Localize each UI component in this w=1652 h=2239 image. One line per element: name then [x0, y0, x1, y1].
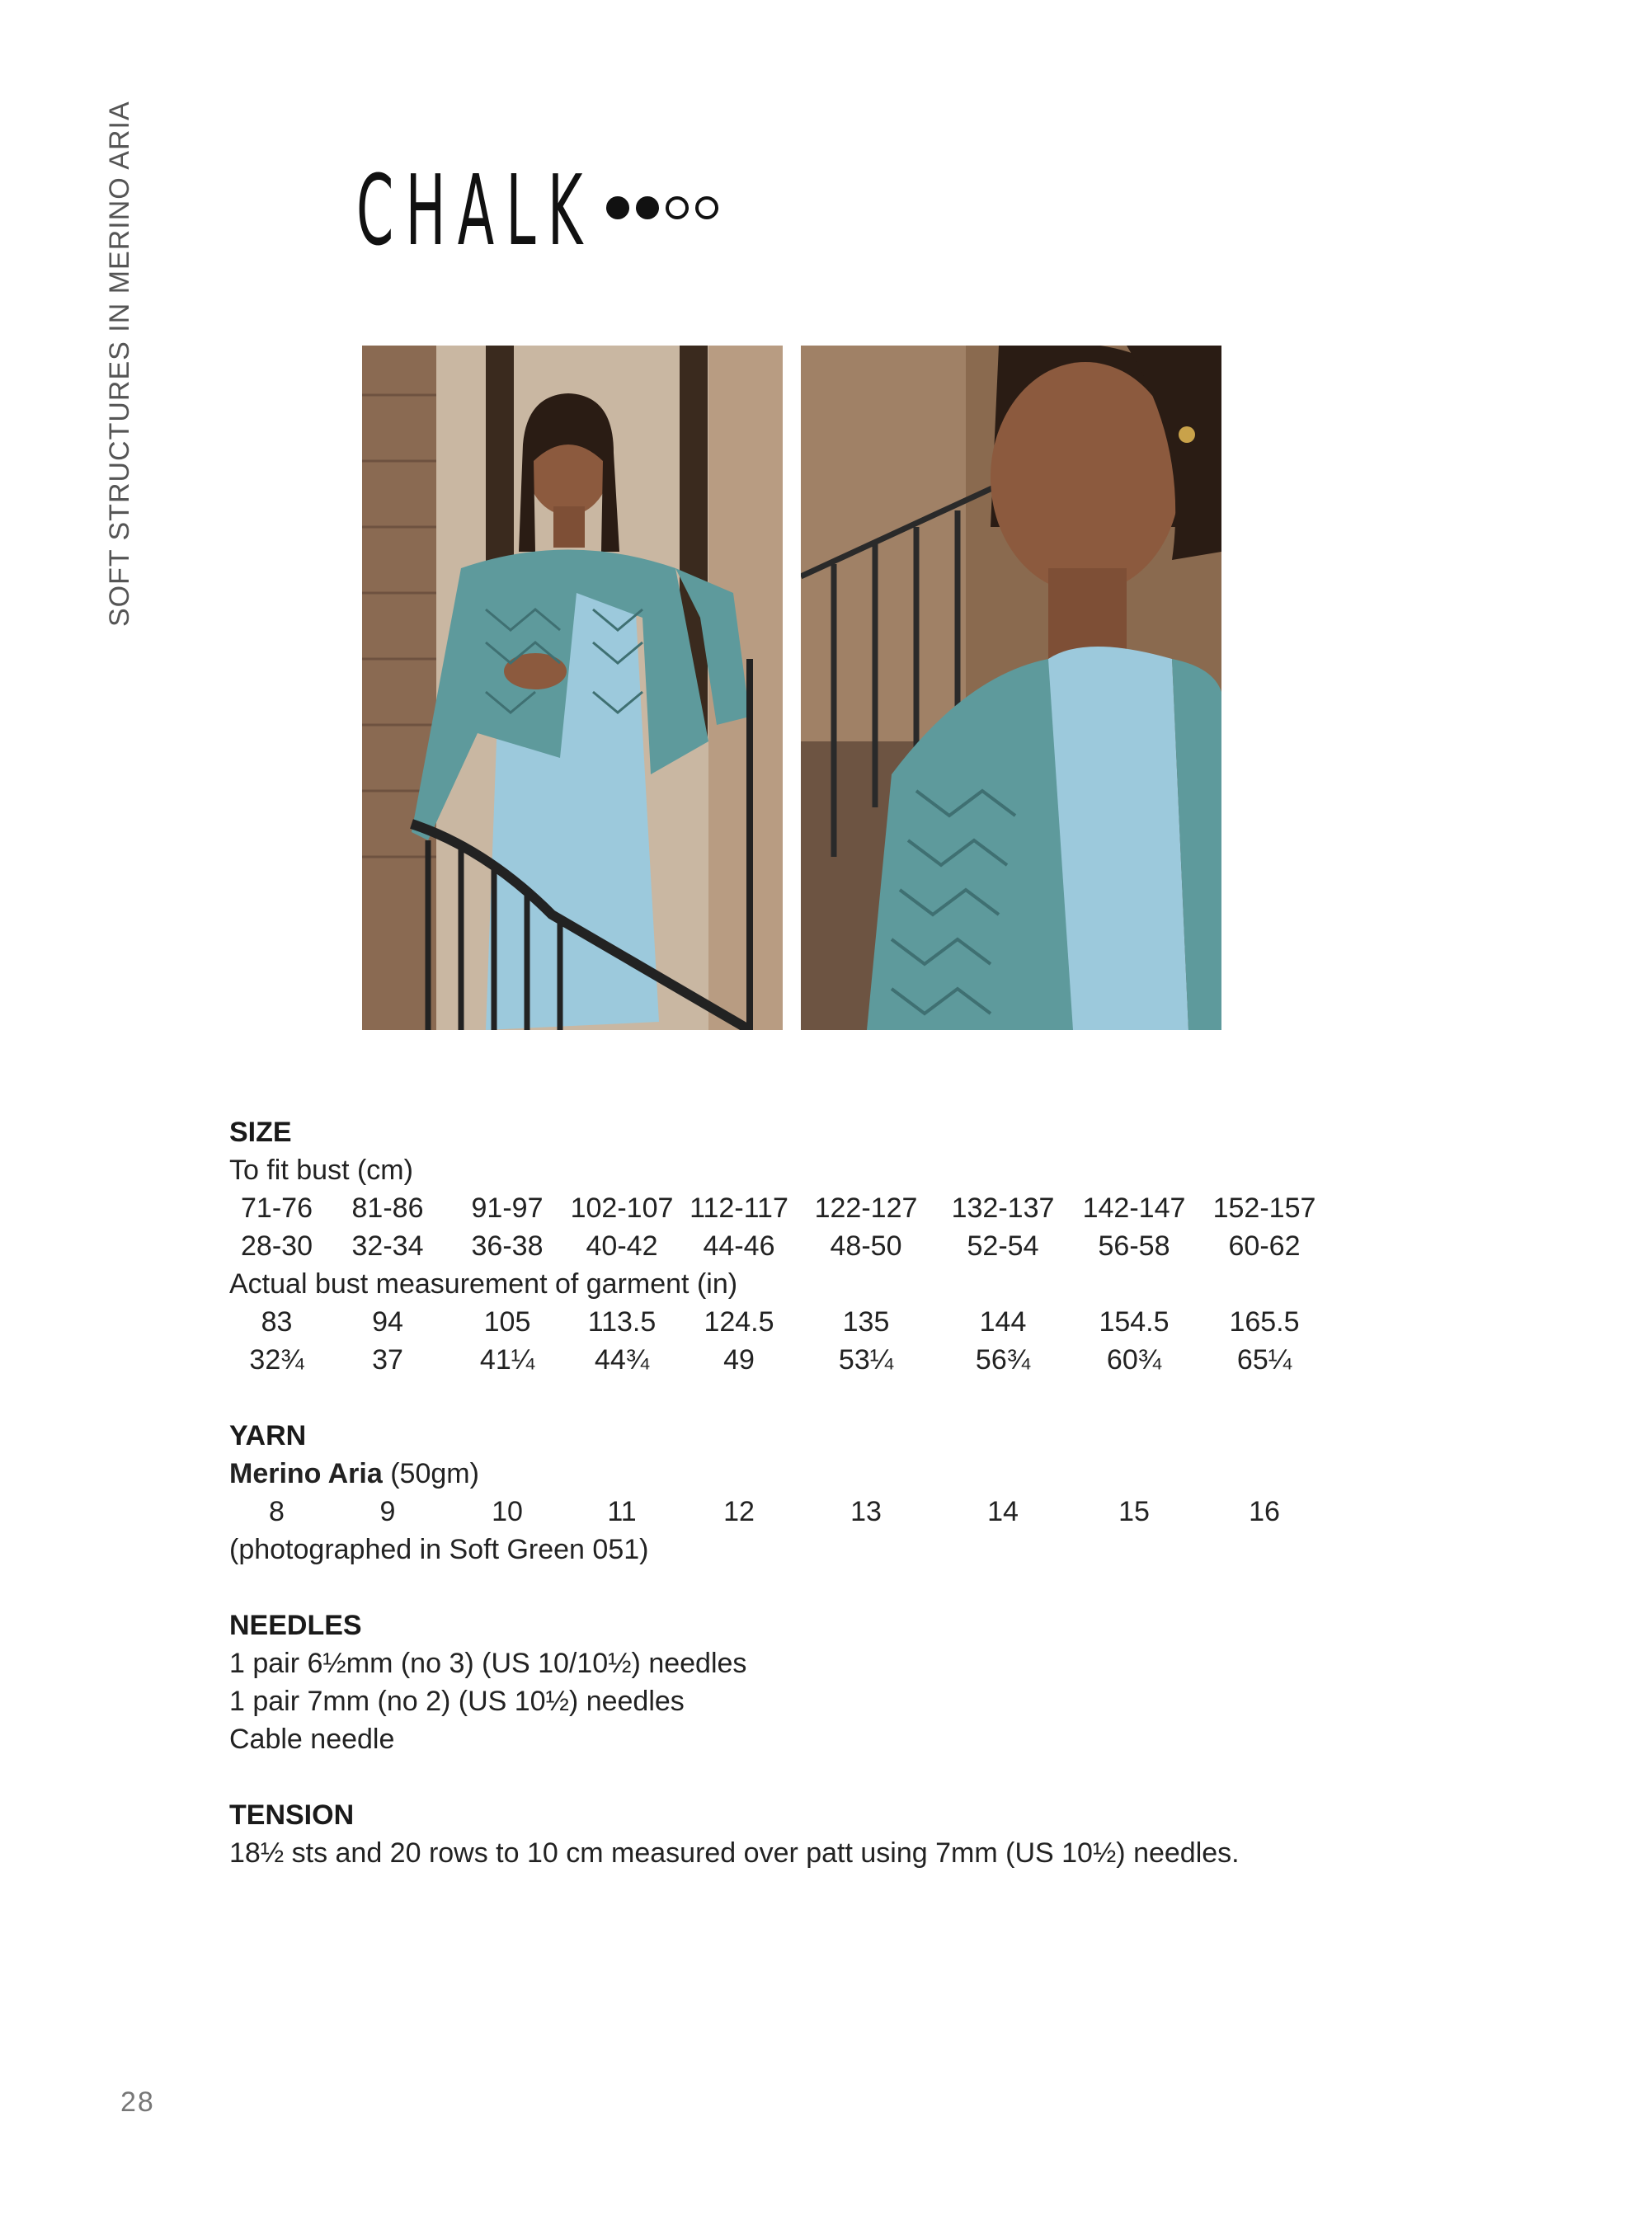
size-cell: 36-38	[471, 1230, 544, 1262]
size-cell: 105	[483, 1306, 531, 1338]
yarn-colour-note: (photographed in Soft Green 051)	[229, 1534, 649, 1565]
fit-bust-in-row	[229, 1227, 1450, 1265]
model-full-length-photo	[362, 346, 783, 1030]
size-cell: 132-137	[951, 1192, 1055, 1224]
yarn-ball-count: 15	[1118, 1496, 1150, 1527]
yarn-ball-count: 8	[269, 1496, 285, 1527]
size-cell: 56¾	[975, 1344, 1031, 1376]
needle-item: 1 pair 7mm (no 2) (US 10½) needles	[229, 1686, 685, 1717]
model-close-up-photo	[801, 346, 1221, 1030]
difficulty-dot-empty-icon	[666, 196, 689, 219]
tension-heading: TENSION	[229, 1799, 355, 1831]
size-cell: 135	[842, 1306, 890, 1338]
actual-bust-label: Actual bust measurement of garment (in)	[229, 1268, 738, 1300]
difficulty-dot-empty-icon	[695, 196, 718, 219]
size-cell: 48-50	[830, 1230, 902, 1262]
size-cell: 122-127	[814, 1192, 918, 1224]
size-cell: 56-58	[1098, 1230, 1170, 1262]
size-cell: 144	[979, 1306, 1027, 1338]
section-spacer	[229, 1379, 1450, 1417]
actual-bust-in-row	[229, 1341, 1450, 1379]
size-cell: 91-97	[471, 1192, 544, 1224]
pattern-title-block	[356, 153, 789, 267]
size-cell: 124.5	[704, 1306, 774, 1338]
page-number: 28	[120, 2086, 155, 2118]
fit-bust-cm-row	[229, 1189, 1450, 1227]
yarn-ball-count: 16	[1249, 1496, 1280, 1527]
yarn-weight: (50gm)	[382, 1458, 479, 1489]
yarn-balls-row	[229, 1493, 1450, 1531]
size-cell: 102-107	[570, 1192, 674, 1224]
size-cell: 81-86	[351, 1192, 424, 1224]
yarn-ball-count: 13	[850, 1496, 882, 1527]
section-spacer	[229, 1758, 1450, 1796]
size-cell: 44¾	[594, 1344, 650, 1376]
section-spacer	[229, 1569, 1450, 1606]
size-cell: 112-117	[690, 1192, 788, 1224]
size-cell: 71-76	[241, 1192, 313, 1224]
tension-text: 18½ sts and 20 rows to 10 cm measured over patt using 7mm (US 10½) needles.	[229, 1837, 1240, 1869]
difficulty-rating	[606, 196, 718, 219]
yarn-ball-count: 12	[723, 1496, 755, 1527]
size-cell: 152-157	[1212, 1192, 1316, 1224]
size-cell: 154.5	[1099, 1306, 1170, 1338]
difficulty-dot-filled-icon	[606, 196, 629, 219]
yarn-ball-count: 9	[379, 1496, 396, 1527]
actual-bust-cm-row	[229, 1303, 1450, 1341]
fit-bust-label: To fit bust (cm)	[229, 1155, 413, 1186]
size-cell: 60¾	[1106, 1344, 1162, 1376]
size-cell: 37	[372, 1344, 403, 1376]
yarn-name-line	[229, 1455, 1450, 1493]
size-cell: 32¾	[249, 1344, 304, 1376]
needle-item: Cable needle	[229, 1724, 395, 1755]
size-cell: 83	[261, 1306, 293, 1338]
pattern-title: CHALK	[356, 153, 595, 267]
needle-item: 1 pair 6½mm (no 3) (US 10/10½) needles	[229, 1648, 747, 1679]
size-cell: 165.5	[1229, 1306, 1300, 1338]
size-cell: 142-147	[1082, 1192, 1186, 1224]
side-section-label: SOFT STRUCTURES IN MERINO ARIA	[104, 101, 135, 627]
size-cell: 60-62	[1228, 1230, 1301, 1262]
size-cell: 65¼	[1236, 1344, 1292, 1376]
size-heading: SIZE	[229, 1117, 292, 1148]
size-cell: 52-54	[967, 1230, 1039, 1262]
needles-heading: NEEDLES	[229, 1610, 362, 1641]
size-cell: 94	[372, 1306, 403, 1338]
yarn-name: Merino Aria	[229, 1458, 383, 1489]
size-cell: 41¼	[479, 1344, 535, 1376]
size-cell: 32-34	[351, 1230, 424, 1262]
size-cell: 28-30	[241, 1230, 313, 1262]
yarn-ball-count: 11	[607, 1496, 637, 1527]
size-cell: 40-42	[586, 1230, 658, 1262]
yarn-heading: YARN	[229, 1420, 307, 1451]
yarn-ball-count: 14	[987, 1496, 1019, 1527]
pattern-specifications	[229, 1113, 1450, 1872]
difficulty-dot-filled-icon	[636, 196, 659, 219]
yarn-ball-count: 10	[492, 1496, 523, 1527]
size-cell: 44-46	[703, 1230, 775, 1262]
size-cell: 49	[723, 1344, 755, 1376]
size-cell: 113.5	[587, 1306, 657, 1338]
size-cell: 53¼	[838, 1344, 894, 1376]
